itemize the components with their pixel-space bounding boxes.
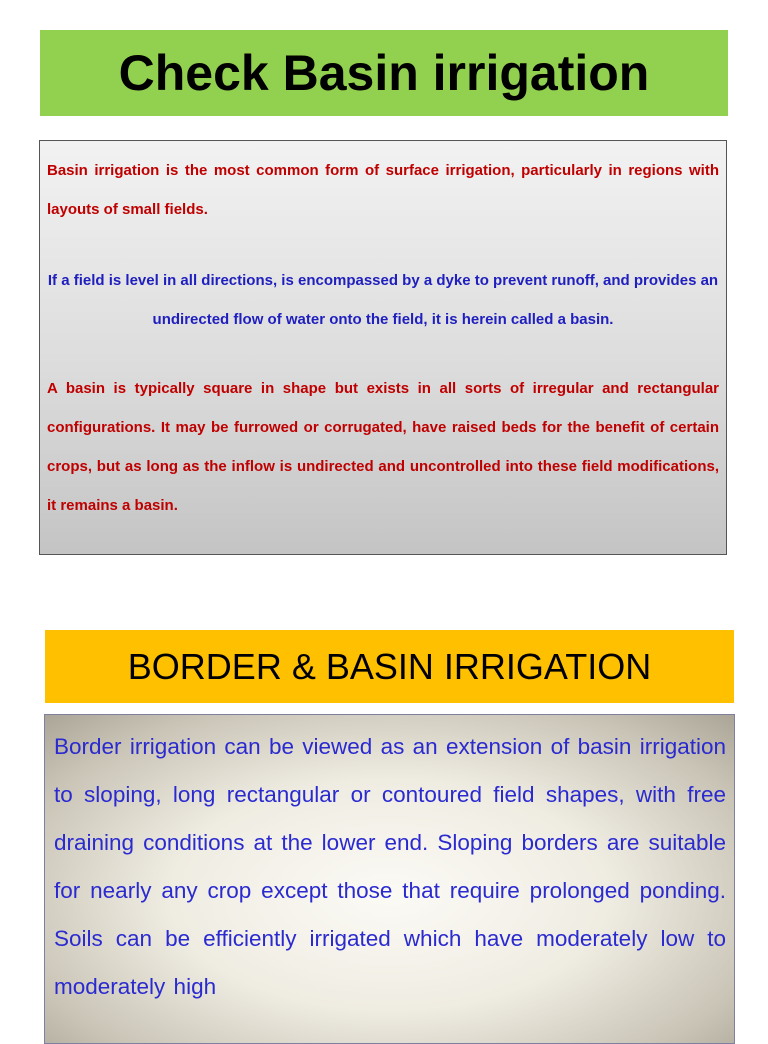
border-description-box bbox=[44, 714, 735, 1044]
border-basin-title-banner bbox=[45, 630, 734, 703]
basin-description-box bbox=[39, 140, 727, 555]
basin-paragraph-1: Basin irrigation is the most common form of surface irrigation, particularly in regions with layouts of small fields. bbox=[47, 162, 719, 218]
border-paragraph: Border irrigation can be viewed as an extension of basin irrigation to sloping, long rectangular or contoured field shapes, with free draining conditions at the lower end. Sloping borders are suitable for nearly any crop except those that require prolonged ponding. Soils can be efficiently irrigated which have moderately low to moderately high bbox=[54, 734, 726, 999]
border-basin-title: BORDER & BASIN IRRIGATION bbox=[127, 645, 652, 687]
check-basin-title-banner bbox=[40, 30, 728, 116]
check-basin-title: Check Basin irrigation bbox=[118, 45, 650, 101]
basin-paragraph-2: If a field is level in all directions, is encompassed by a dyke to prevent runoff, and provides an undirected flow of water onto the field, it is herein called a basin. bbox=[47, 272, 719, 328]
basin-paragraph-3: A basin is typically square in shape but exists in all sorts of irregular and rectangular configurations. It may be furrowed or corrugated, have raised beds for the benefit of certain crops, but as long as the inflow is undirected and uncontrolled into these field modifications, it remains a basin. bbox=[47, 380, 719, 514]
